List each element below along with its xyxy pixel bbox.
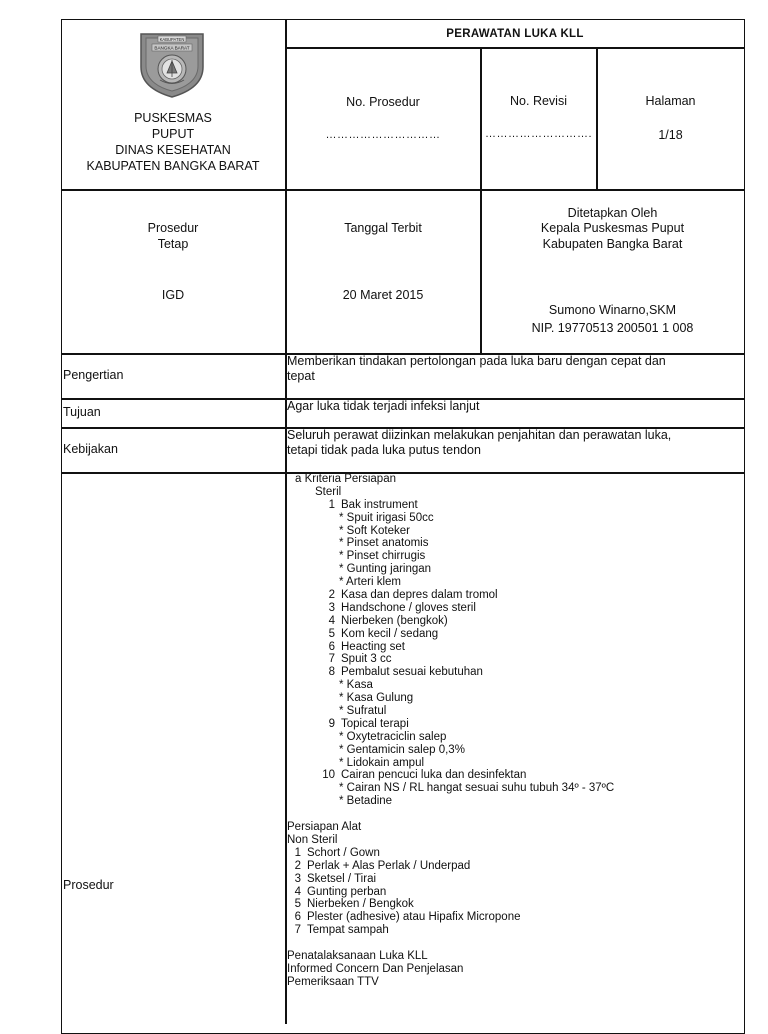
prosedur-line: [287, 795, 742, 808]
prosedur-line: [287, 911, 742, 924]
prosedur-line-number: 4: [328, 614, 335, 627]
signer-name: Sumono Winarno,SKM: [548, 303, 677, 317]
prosedur-line-text: * Kasa Gulung: [339, 692, 414, 705]
prosedur-line: [287, 512, 742, 525]
prosedur-line-text: Steril: [315, 485, 342, 498]
prosedur-line-number: 9: [328, 717, 335, 730]
prosedur-line: [287, 679, 742, 692]
ditetapkan-line-1: Ditetapkan Oleh: [567, 206, 658, 220]
prosedur-line-text: Pembalut sesuai kebutuhan: [341, 666, 483, 679]
prosedur-line-text: Plester (adhesive) atau Hipafix Micropone: [307, 911, 521, 924]
prosedur-line: [287, 718, 742, 731]
institution-line-1: PUSKESMAS: [134, 111, 212, 125]
prosedur-line-text: Non Steril: [287, 833, 338, 846]
prosedur-line: [287, 769, 742, 782]
prosedur-line-number: 3: [328, 601, 335, 614]
prosedur-line-number: 2: [328, 589, 335, 602]
tanggal-terbit-label: Tanggal Terbit: [344, 221, 422, 235]
prosedur-line-text: Nierbeken / Bengkok: [307, 898, 414, 911]
tanggal-terbit-value: 20 Maret 2015: [342, 288, 424, 302]
prosedur-line-number: 6: [294, 911, 301, 924]
prosedur-line-number: 3: [294, 872, 301, 885]
prosedur-line-number: 4: [294, 885, 301, 898]
prosedur-line-text: Bak instrument: [341, 498, 418, 511]
signer-nip: NIP. 19770513 200501 1 008: [531, 321, 694, 335]
unit-label: IGD: [161, 288, 185, 302]
prosedur-line-number: 5: [328, 627, 335, 640]
prosedur-line: [287, 744, 742, 757]
institution-line-3: DINAS KESEHATAN: [115, 143, 231, 157]
prosedur-line: [287, 692, 742, 705]
ditetapkan-line-3: Kabupaten Bangka Barat: [542, 237, 683, 251]
prosedur-line: [287, 576, 742, 589]
prosedur-line-text: * Lidokain ampul: [339, 756, 425, 769]
prosedur-line-number: 8: [328, 666, 335, 679]
prosedur-line-text: Penatalaksanaan Luka KLL: [287, 949, 428, 962]
prosedur-line-text: * Soft Koteker: [339, 524, 410, 537]
prosedur-line-text: * Gentamicin salep 0,3%: [339, 743, 465, 756]
prosedur-line: [287, 731, 742, 744]
prosedur-line: [287, 886, 742, 899]
prosedur-line: [287, 924, 742, 937]
halaman-divider: [596, 47, 598, 189]
prosedur-line: [287, 873, 742, 886]
prosedur-line: [287, 550, 742, 563]
prosedur-line: [287, 834, 742, 847]
prosedur-line: [287, 963, 742, 976]
prosedur-line: [287, 860, 742, 873]
no-prosedur-value: …………………………: [325, 129, 441, 141]
prosedur-line: [287, 537, 742, 550]
logo: [138, 31, 206, 99]
prosedur-line-text: * Gunting jaringan: [339, 563, 432, 576]
no-prosedur-label: No. Prosedur: [346, 95, 420, 109]
kebijakan-label: Kebijakan: [63, 442, 118, 456]
prosedur-line: [287, 525, 742, 538]
prosedur-line-number: 2: [294, 859, 301, 872]
prosedur-line-text: * Cairan NS / RL hangat sesuai suhu tubuh 34º - 37ºC: [339, 782, 615, 795]
prosedur-line-text: Heacting set: [341, 640, 405, 653]
tujuan-label: Tujuan: [63, 405, 101, 419]
prosedur-line: [287, 615, 742, 628]
tujuan-text-1: Agar luka tidak terjadi infeksi lanjut: [287, 399, 480, 413]
prosedur-line-number: 7: [294, 924, 301, 937]
doc-type-line-1: Prosedur: [147, 221, 199, 235]
prosedur-line-number: 5: [294, 898, 301, 911]
no-revisi-value: ……………………….: [484, 128, 593, 140]
prosedur-line-number: 6: [328, 640, 335, 653]
halaman-label: Halaman: [645, 94, 696, 108]
prosedur-line: [287, 589, 742, 602]
prosedur-line-text: Persiapan Alat: [287, 821, 362, 834]
prosedur-line: [287, 821, 742, 834]
prosedur-line: [287, 473, 742, 486]
prosedur-line-text: Sketsel / Tirai: [307, 872, 377, 885]
header-bottom: [61, 189, 745, 191]
prosedur-line: [287, 653, 742, 666]
prosedur-line: [287, 486, 742, 499]
prosedur-line-text: * Sufratul: [339, 705, 387, 718]
prosedur-line-number: 7: [328, 653, 335, 666]
ditetapkan-line-2: Kepala Puskesmas Puput: [540, 221, 685, 235]
prosedur-line-number: 1: [294, 846, 301, 859]
logo-banner-top: KABUPATEN: [159, 37, 185, 42]
prosedur-line-text: Gunting perban: [307, 885, 387, 898]
prosedur-line-text: Perlak + Alas Perlak / Underpad: [307, 859, 471, 872]
logo-banner-mid: BANGKA BARAT: [154, 45, 190, 51]
prosedur-line: [287, 976, 742, 989]
prosedur-line-number: 10: [322, 769, 335, 782]
prosedur-line-text: a Kriteria Persiapan: [295, 473, 396, 485]
prosedur-list: [287, 473, 742, 989]
prosedur-line: [287, 602, 742, 615]
prosedur-line-text: * Oxytetraciclin salep: [339, 730, 447, 743]
prosedur-line-text: * Pinset anatomis: [339, 537, 429, 550]
prosedur-line-text: Informed Concern Dan Penjelasan: [287, 962, 464, 975]
prosedur-line: [287, 666, 742, 679]
prosedur-line-text: * Pinset chirrugis: [339, 550, 426, 563]
prosedur-line-text: Handschone / gloves steril: [341, 601, 476, 614]
prosedur-line: [287, 499, 742, 512]
institution-line-2: PUPUT: [151, 127, 195, 141]
document-title: PERAWATAN LUKA KLL: [446, 28, 584, 40]
halaman-value: 1/18: [658, 128, 683, 142]
no-revisi-label: No. Revisi: [510, 94, 567, 108]
prosedur-line-text: * Kasa: [339, 679, 373, 692]
kebijakan-text-1: Seluruh perawat diizinkan melakukan penjahitan dan perawatan luka,: [287, 428, 672, 442]
prosedur-line: [287, 782, 742, 795]
prosedur-line: [287, 705, 742, 718]
title-divider: [285, 47, 745, 49]
prosedur-line-text: Pemeriksaan TTV: [287, 975, 379, 988]
prosedur-line-text: * Betadine: [339, 795, 393, 808]
emblem-icon: [138, 31, 206, 99]
institution-line-4: KABUPATEN BANGKA BARAT: [86, 159, 260, 173]
prosedur-line: [287, 628, 742, 641]
prosedur-line: [287, 808, 742, 821]
prosedur-line-text: Kom kecil / sedang: [341, 627, 439, 640]
kebijakan-text-2: tetapi tidak pada luka putus tendon: [287, 443, 481, 457]
prosedur-line-text: Cairan pencuci luka dan desinfektan: [341, 769, 527, 782]
doc-type-line-2: Tetap: [157, 237, 189, 251]
prosedur-line-text: Kasa dan depres dalam tromol: [341, 589, 498, 602]
pengertian-text-1: Memberikan tindakan pertolongan pada luka baru dengan cepat dan: [287, 354, 666, 368]
prosedur-line: [287, 641, 742, 654]
prosedur-label: Prosedur: [63, 878, 114, 892]
prosedur-line: [287, 937, 742, 950]
prosedur-line-number: 1: [328, 498, 335, 511]
prosedur-line-text: * Arteri klem: [339, 576, 401, 589]
prosedur-line: [287, 563, 742, 576]
prosedur-line-text: Nierbeken (bengkok): [341, 614, 448, 627]
prosedur-line: [287, 898, 742, 911]
prosedur-line-text: * Spuit irigasi 50cc: [339, 511, 434, 524]
pengertian-text-2: tepat: [287, 369, 315, 383]
prosedur-line: [287, 950, 742, 963]
prosedur-line-text: Spuit 3 cc: [341, 653, 392, 666]
prosedur-line: [287, 757, 742, 770]
prosedur-line: [287, 847, 742, 860]
prosedur-line-text: Schort / Gown: [307, 846, 380, 859]
pengertian-label: Pengertian: [63, 368, 124, 382]
prosedur-line-text: Topical terapi: [341, 717, 409, 730]
revisi-divider: [480, 47, 482, 189]
prosedur-line-text: Tempat sampah: [307, 924, 389, 937]
